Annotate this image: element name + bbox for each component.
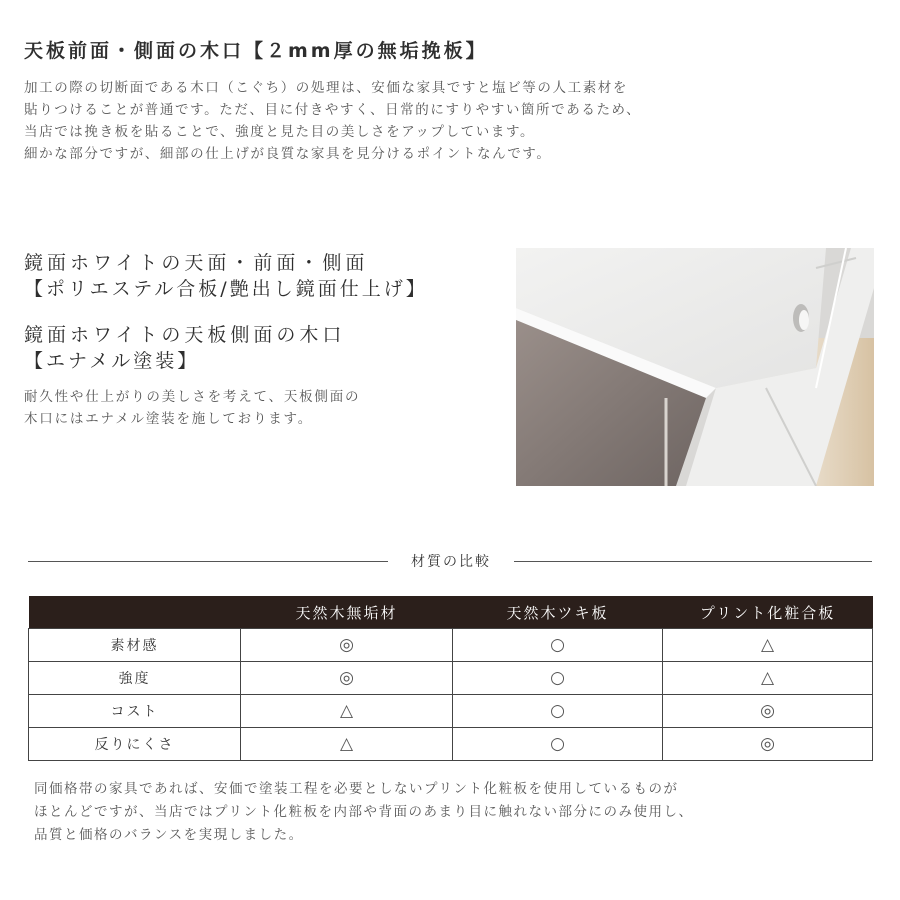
- section3-line: 品質と価格のバランスを実現しました。: [34, 827, 304, 843]
- row-label: 素材感: [29, 629, 241, 662]
- section2-line: 耐久性や仕上がりの美しさを考えて、天板側面の: [24, 389, 361, 405]
- rating-cell: △: [663, 629, 873, 662]
- rating-cell: △: [663, 662, 873, 695]
- rating-cell: ◎: [241, 662, 453, 695]
- table-header-row: [29, 596, 873, 629]
- row-label: 強度: [29, 662, 241, 695]
- row-label: 反りにくさ: [29, 728, 241, 761]
- section2-heading1-line1: 鏡面ホワイトの天面・前面・側面: [24, 252, 369, 274]
- section2-heading2-line1: 鏡面ホワイトの天板側面の木口: [24, 324, 346, 346]
- section1-line: 加工の際の切断面である木口（こぐち）の処理は、安価な家具ですと塩ビ等の人工素材を: [24, 80, 628, 96]
- section2-heading1-line2: 【ポリエステル合板/艶出し鏡面仕上げ】: [24, 278, 428, 300]
- table-header-cell: プリント化粧合板: [663, 596, 873, 629]
- section3-line: ほとんどですが、当店ではプリント化粧板を内部や背面のあまり目に触れない部分にのみ使用し、: [34, 804, 694, 820]
- divider-right: [514, 561, 872, 562]
- row-label: コスト: [29, 695, 241, 728]
- table-header-cell: 天然木ツキ板: [453, 596, 663, 629]
- comparison-table: [28, 596, 873, 761]
- rating-cell: △: [241, 728, 453, 761]
- section3-line: 同価格帯の家具であれば、安価で塗装工程を必要としないプリント化粧板を使用しているものが: [34, 781, 679, 797]
- rating-cell: ◎: [241, 629, 453, 662]
- table-row: [29, 629, 873, 662]
- section1-title: 天板前面・側面の木口【２mm厚の無垢挽板】: [24, 40, 488, 62]
- section1-body: [24, 77, 844, 165]
- section3-body: [34, 778, 693, 847]
- comparison-title: 材質の比較: [411, 554, 491, 570]
- table-header-cell: [29, 596, 241, 629]
- table-header-cell: 天然木無垢材: [241, 596, 453, 629]
- section1-line: 細かな部分ですが、細部の仕上げが良質な家具を見分けるポイントなんです。: [24, 146, 552, 162]
- section1-line: 当店では挽き板を貼ることで、強度と見た目の美しさをアップしています。: [24, 124, 536, 140]
- rating-cell: ◎: [663, 695, 873, 728]
- section1-line: 貼りつけることが普通です。ただ、目に付きやすく、日常的にすりやすい箇所であるため、: [24, 102, 642, 118]
- table-row: [29, 728, 873, 761]
- rating-cell: △: [241, 695, 453, 728]
- rating-cell: ○: [453, 629, 663, 662]
- table-row: [29, 662, 873, 695]
- section2-line: 木口にはエナメル塗装を施しております。: [24, 411, 314, 427]
- rating-cell: ◎: [663, 728, 873, 761]
- rating-cell: ○: [453, 728, 663, 761]
- section2-heading2-line2: 【エナメル塗装】: [24, 350, 200, 372]
- section2-body: [24, 386, 360, 430]
- table-row: [29, 695, 873, 728]
- divider-left: [28, 561, 388, 562]
- rating-cell: ○: [453, 662, 663, 695]
- rating-cell: ○: [453, 695, 663, 728]
- product-photo: [516, 248, 874, 486]
